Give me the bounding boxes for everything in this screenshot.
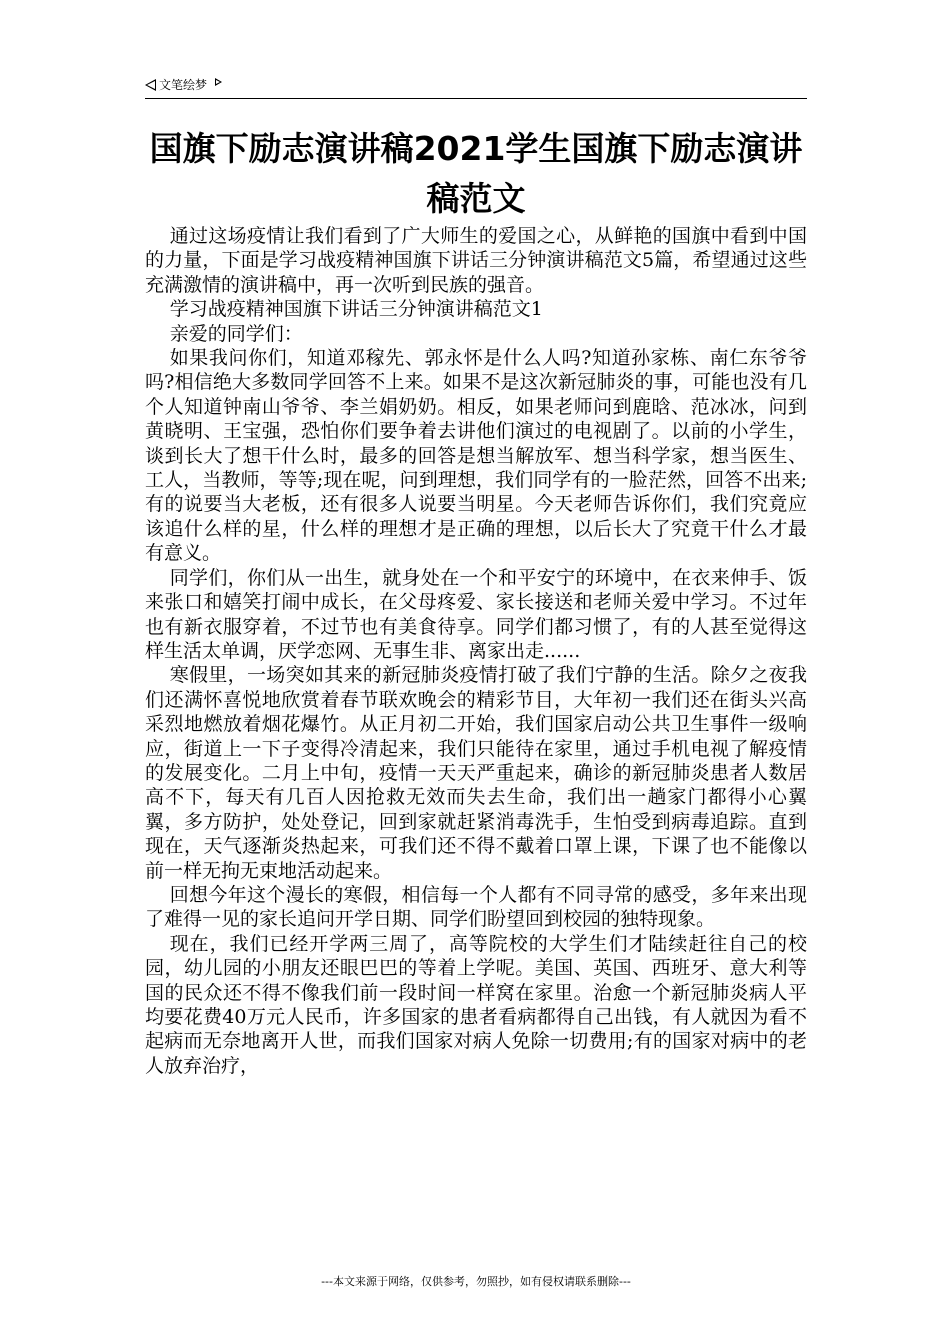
body-paragraph: 现在，我们已经开学两三周了，高等院校的大学生们才陆续赶往自己的校园，幼儿园的小朋友还眼巴巴的等着上学呢。美国、英国、西班牙、意大利等国的民众还不得不像我们前一段时间一样窝在家里。治愈一个新冠肺炎病人平均要花费40万元人民币，许多国家的患者看病都得自己出钱，有人就因为看不起病而无奈地离开人世，而我们国家对病人免除一切费用;有的国家对病中的老人放弃治疗， <box>145 932 807 1077</box>
body-paragraph: 同学们，你们从一出生，就身处在一个和平安宁的环境中，在衣来伸手、饭来张口和嬉笑打闹中成长，在父母疼爱、家长接送和老师关爱中学习。不过年也有新衣服穿着，不过节也有美食待享。同学们都习惯了，有的人甚至觉得这样生活太单调，厌学恋网、无事生非、离家出走...... <box>145 566 807 662</box>
document-body <box>145 224 807 1078</box>
footer-disclaimer: ---本文来源于网络，仅供参考，勿照抄，如有侵权请联系删除--- <box>321 1275 631 1288</box>
body-paragraph: 如果我问你们，知道邓稼先、郭永怀是什么人吗?知道孙家栋、南仁东爷爷吗?相信绝大多数同学回答不上来。如果不是这次新冠肺炎的事，可能也没有几个人知道钟南山爷爷、李兰娟奶奶。相反，如果老师问到鹿晗、范冰冰，问到黄晓明、王宝强，恐怕你们要争着去讲他们演过的电视剧了。以前的小学生，谈到长大了想干什么时，最多的回答是想当解放军、想当科学家，想当医生、工人，当教师，等等;现在呢，问到理想，我们同学有的一脸茫然，回答不出来;有的说要当大老板，还有很多人说要当明星。今天老师告诉你们，我们究竟应该追什么样的星，什么样的理想才是正确的理想，以后长大了究竟干什么才最有意义。 <box>145 347 807 565</box>
intro-paragraph: 通过这场疫情让我们看到了广大师生的爱国之心，从鲜艳的国旗中看到中国的力量，下面是学习战疫精神国旗下讲话三分钟演讲稿范文5篇，希望通过这些充满激情的演讲稿中，再一次听到民族的强音。 <box>145 225 807 296</box>
body-paragraph: 回想今年这个漫长的寒假，相信每一个人都有不同寻常的感受，多年来出现了难得一见的家长追问开学日期、同学们盼望回到校园的独特现象。 <box>145 883 807 931</box>
section-heading: 学习战疫精神国旗下讲话三分钟演讲稿范文1 <box>169 298 543 321</box>
body-paragraph: 寒假里，一场突如其来的新冠肺炎疫情打破了我们宁静的生活。除夕之夜我们还满怀喜悦地欣赏着春节联欢晚会的精彩节目，大年初一我们还在街头兴高采烈地燃放着烟花爆竹。从正月初二开始，我们国家启动公共卫生事件一级响应，街道上一下子变得冷清起来，我们只能待在家里，通过手机电视了解疫情的发展变化。二月上中旬，疫情一天天严重起来，确诊的新冠肺炎患者人数居高不下，每天有几百人因抢救无效而失去生命，我们出一趟家门都得小心翼翼，多方防护，处处登记，回到家就赶紧消毒洗手，生怕受到病毒追踪。直到现在，天气逐渐炎热起来，可我们还不得不戴着口罩上课，下课了也不能像以前一样无拘无束地活动起来。 <box>145 664 807 882</box>
triangle-left-icon <box>145 79 156 91</box>
salutation: 亲爱的同学们： <box>169 322 303 345</box>
document-title: 国旗下励志演讲稿2021学生国旗下励志演讲稿范文 <box>149 129 803 218</box>
header-label: 文笔绘梦 <box>159 78 208 92</box>
triangle-right-icon <box>215 78 222 86</box>
page-header <box>145 76 807 99</box>
